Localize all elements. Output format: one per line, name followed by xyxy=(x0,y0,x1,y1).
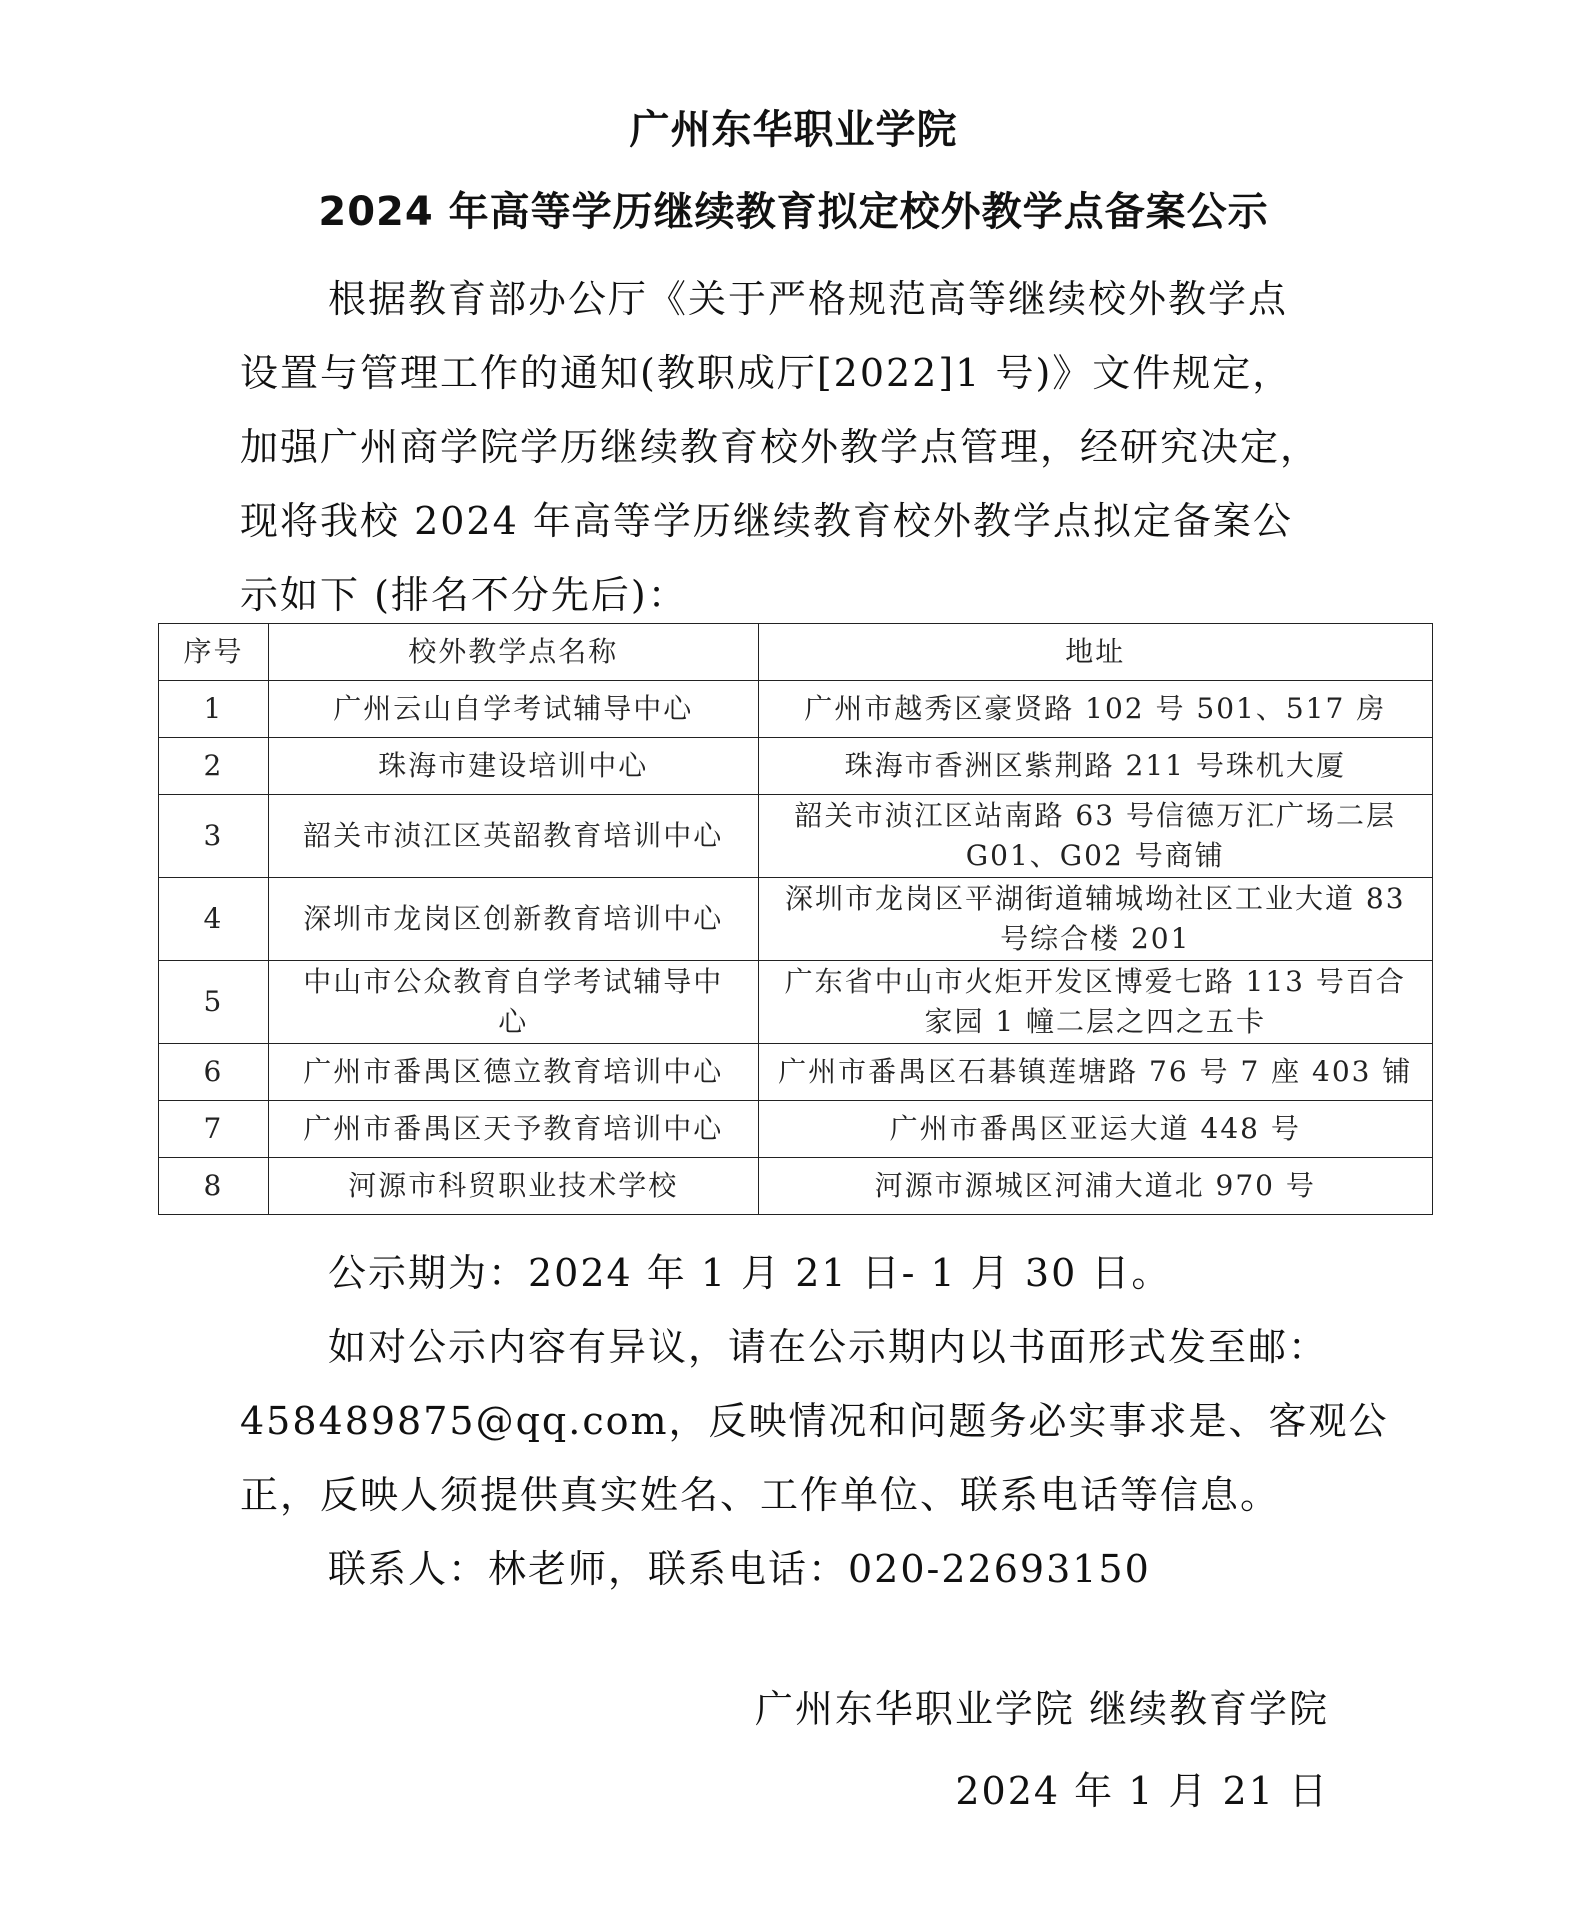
objection-line: 如对公示内容有异议，请在公示期内以书面形式发至邮： xyxy=(328,1325,1329,1369)
table-row xyxy=(159,795,1433,878)
site-name-line: 心 xyxy=(498,1005,529,1038)
table-row xyxy=(159,1044,1433,1101)
intro-line: 设置与管理工作的通知(教职成厅[2022]1 号)》文件规定， xyxy=(240,351,1293,395)
col-header-address: 地址 xyxy=(758,624,1432,681)
site-address xyxy=(758,961,1432,1044)
site-name: 广州市番禺区天予教育培训中心 xyxy=(268,1101,758,1158)
row-no: 2 xyxy=(159,738,269,795)
row-no: 6 xyxy=(159,1044,269,1101)
intro-line: 根据教育部办公厅《关于严格规范高等继续校外教学点 xyxy=(328,277,1289,321)
col-header-no: 序号 xyxy=(159,624,269,681)
document-title-line1: 广州东华职业学院 xyxy=(629,107,958,153)
contact-info: 联系人：林老师，联系电话：020-22693150 xyxy=(328,1547,1151,1591)
intro-paragraph xyxy=(240,262,1370,632)
site-address-line: 号综合楼 201 xyxy=(1000,922,1191,955)
table-header-row xyxy=(159,624,1433,681)
table-row xyxy=(159,738,1433,795)
table-row xyxy=(159,878,1433,961)
site-name: 河源市科贸职业技术学校 xyxy=(268,1158,758,1215)
signature-date: 2024 年 1 月 21 日 xyxy=(955,1769,1329,1813)
notice-section xyxy=(240,1236,1389,1606)
row-no: 4 xyxy=(159,878,269,961)
site-address-line: 韶关市浈江区站南路 63 号信德万汇广场二层 xyxy=(794,799,1396,832)
table-row xyxy=(159,681,1433,738)
table-row xyxy=(159,1158,1433,1215)
teaching-sites-table xyxy=(158,623,1433,1215)
signature-org: 广州东华职业学院 继续教育学院 xyxy=(754,1687,1329,1731)
site-address: 广州市越秀区豪贤路 102 号 501、517 房 xyxy=(758,681,1432,738)
site-address-line: 深圳市龙岗区平湖街道辅城坳社区工业大道 83 xyxy=(784,882,1406,915)
site-name: 广州市番禺区德立教育培训中心 xyxy=(268,1044,758,1101)
row-no: 8 xyxy=(159,1158,269,1215)
intro-line: 示如下 (排名不分先后)： xyxy=(240,573,688,617)
site-address-line: G01、G02 号商铺 xyxy=(965,839,1225,872)
row-no: 5 xyxy=(159,961,269,1044)
site-address: 广州市番禺区亚运大道 448 号 xyxy=(758,1101,1432,1158)
site-address: 河源市源城区河浦大道北 970 号 xyxy=(758,1158,1432,1215)
publicity-period: 公示期为：2024 年 1 月 21 日- 1 月 30 日。 xyxy=(328,1251,1172,1295)
table-row xyxy=(159,961,1433,1044)
site-name: 珠海市建设培训中心 xyxy=(268,738,758,795)
objection-line: 正，反映人须提供真实姓名、工作单位、联系电话等信息。 xyxy=(240,1473,1281,1517)
site-address: 珠海市香洲区紫荆路 211 号珠机大厦 xyxy=(758,738,1432,795)
site-address: 广州市番禺区石碁镇莲塘路 76 号 7 座 403 铺 xyxy=(758,1044,1432,1101)
row-no: 3 xyxy=(159,795,269,878)
site-address xyxy=(758,878,1432,961)
site-address-line: 广东省中山市火炬开发区博爱七路 113 号百合 xyxy=(784,965,1406,998)
site-name xyxy=(268,961,758,1044)
document-title-line2: 2024 年高等学历继续教育拟定校外教学点备案公示 xyxy=(318,189,1269,235)
intro-line: 现将我校 2024 年高等学历继续教育校外教学点拟定备案公 xyxy=(240,499,1293,543)
row-no: 1 xyxy=(159,681,269,738)
col-header-name: 校外教学点名称 xyxy=(268,624,758,681)
site-address-line: 家园 1 幢二层之四之五卡 xyxy=(924,1005,1267,1038)
row-no: 7 xyxy=(159,1101,269,1158)
site-name: 深圳市龙岗区创新教育培训中心 xyxy=(268,878,758,961)
table-row xyxy=(159,1101,1433,1158)
intro-line: 加强广州商学院学历继续教育校外教学点管理，经研究决定， xyxy=(240,425,1321,469)
site-name-line: 中山市公众教育自学考试辅导中 xyxy=(303,965,724,998)
site-name: 韶关市浈江区英韶教育培训中心 xyxy=(268,795,758,878)
site-address xyxy=(758,795,1432,878)
objection-line: 458489875@qq.com，反映情况和问题务必实事求是、客观公 xyxy=(240,1399,1389,1443)
site-name: 广州云山自学考试辅导中心 xyxy=(268,681,758,738)
